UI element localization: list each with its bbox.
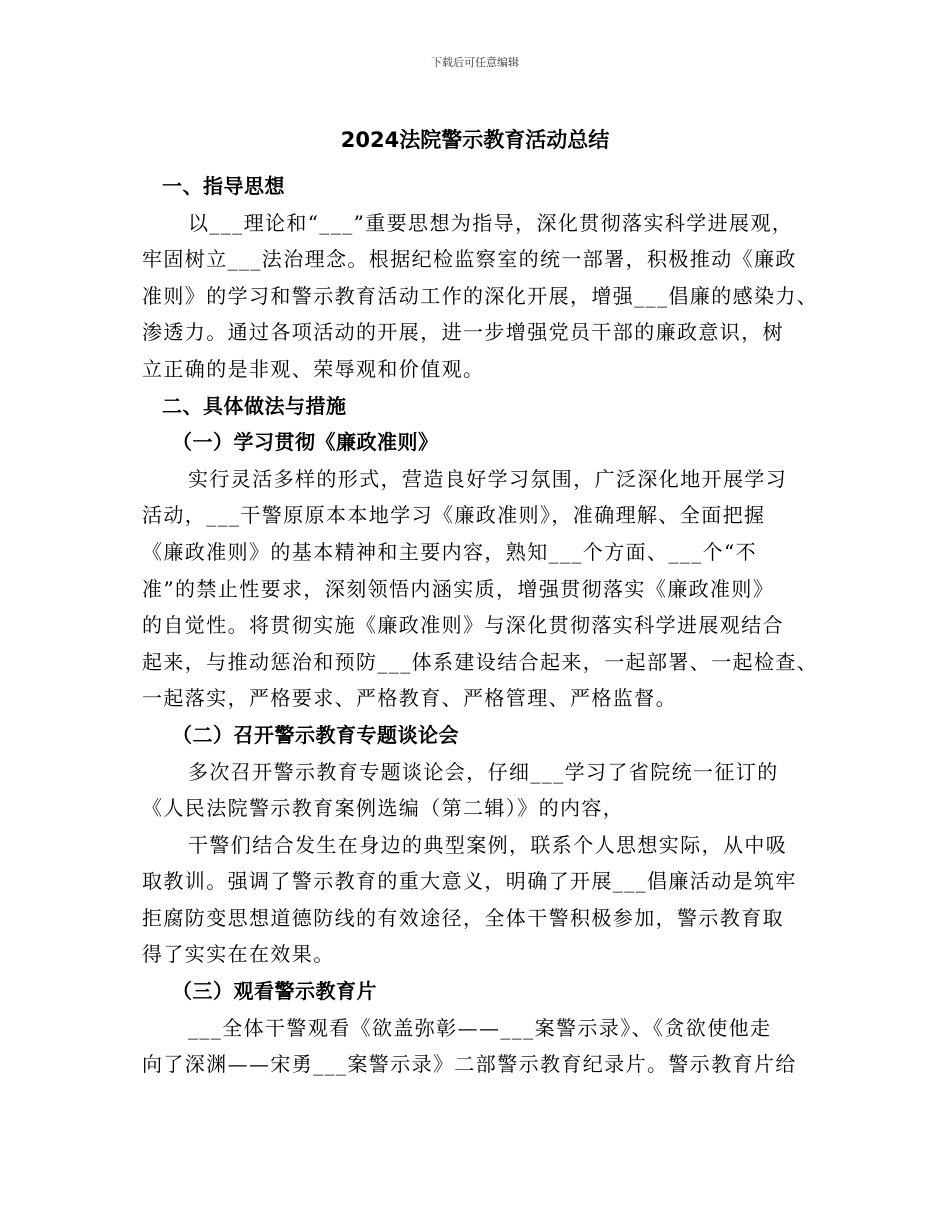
paragraph-line: 《人民法院警示教育案例选编（第二辑）》的内容， [142, 796, 625, 821]
paragraph-line: 起来，与推动惩治和预防___体系建设结合起来，一起部署、一起检查、 [142, 649, 819, 674]
paragraph-line: 的自觉性。将贯彻实施《廉政准则》与深化贯彻落实科学进展观结合 [142, 613, 784, 638]
paragraph-line: 干警们结合发生在身边的典型案例，联系个人思想实际，从中吸 [188, 832, 788, 857]
section-heading: 一、指导思想 [162, 174, 285, 198]
subsection-heading: （一）学习贯彻《廉政准则》 [172, 430, 439, 455]
document-title: 2024法院警示教育活动总结 [340, 128, 610, 152]
paragraph-line: 活动，___干警原原本本地学习《廉政准则》，准确理解、全面把握 [142, 503, 766, 528]
subsection-heading: （三）观看警示教育片 [172, 979, 377, 1004]
paragraph-line: 牢固树立___法治理念。根据纪检监察室的统一部署，积极推动《廉政 [142, 247, 797, 272]
paragraph-line: 一起落实，严格要求、严格教育、严格管理、严格监督。 [142, 686, 677, 711]
paragraph-line: 准则》的学习和警示教育活动工作的深化开展，增强___倡廉的感染力、 [142, 283, 819, 308]
paragraph-line: 渗透力。通过各项活动的开展，进一步增强党员干部的廉政意识，树 [142, 320, 784, 345]
paragraph-line: 取教训。强调了警示教育的重大意义，明确了开展___倡廉活动是筑牢 [142, 869, 797, 894]
paragraph-line: 以___理论和“___”重要思想为指导，深化贯彻落实科学进展观， [188, 210, 794, 235]
paragraph-line: 《廉政准则》的基本精神和主要内容，熟知___个方面、___个“不 [142, 539, 758, 564]
section-heading: 二、具体做法与措施 [162, 393, 347, 418]
document-body [142, 168, 830, 1083]
paragraph-line: 多次召开警示教育专题谈论会，仔细___学习了省院统一征订的 [188, 759, 779, 784]
paragraph-line: ___全体干警观看《欲盖弥彰——___案警示录》、《贪欲使他走 [188, 1015, 772, 1040]
header-note: 下载后可任意编辑 [431, 56, 519, 69]
paragraph-line: 实行灵活多样的形式，营造良好学习氛围，广泛深化地开展学习 [188, 466, 788, 491]
paragraph-line: 拒腐防变思想道德防线的有效途径，全体干警积极参加，警示教育取 [142, 905, 784, 930]
paragraph-line: 准”的禁止性要求，深刻领悟内涵实质，增强贯彻落实《廉政准则》 [142, 576, 775, 601]
paragraph-line: 向了深渊——宋勇___案警示录》二部警示教育纪录片。警示教育片给 [142, 1052, 797, 1077]
subsection-heading: （二）召开警示教育专题谈论会 [172, 722, 459, 747]
paragraph-line: 得了实实在在效果。 [142, 942, 335, 967]
paragraph-line: 立正确的是非观、荣辱观和价值观。 [142, 356, 485, 381]
